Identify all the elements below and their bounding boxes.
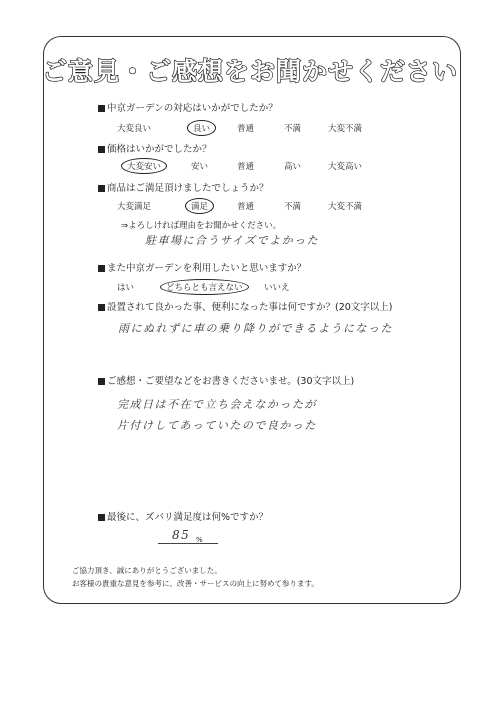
option-q1-4[interactable]: 不満 — [284, 124, 302, 134]
bullet-square-icon — [98, 514, 105, 521]
option-q2-1-selected[interactable]: 大変安い — [121, 158, 167, 174]
bullet-square-icon — [98, 265, 105, 272]
question-benefits: 設置されて良かった事、便利になった事は何ですか？(20文字以上) — [98, 299, 393, 313]
percent-unit: % — [196, 536, 203, 544]
reason-answer-handwritten: 駐車場に合うサイズでよかった — [145, 234, 320, 247]
option-q1-5[interactable]: 大変不満 — [328, 124, 363, 134]
comments-answer-line2: 片付けしてあっていたので良かった — [117, 419, 317, 432]
question-staff-response: 中京ガーデンの対応はいかがでしたか？ — [98, 100, 278, 114]
reason-prompt: ⇒よろしければ理由をお聞かせください。 — [121, 221, 282, 231]
question-product-satisfaction: 商品はご満足頂けましたでしょうか？ — [98, 180, 269, 194]
bullet-square-icon — [98, 304, 105, 311]
option-q2-3[interactable]: 普通 — [237, 162, 255, 172]
option-q3-4[interactable]: 不満 — [284, 202, 302, 212]
option-q2-4[interactable]: 高い — [284, 162, 302, 172]
option-q3-1[interactable]: 大変満足 — [117, 202, 152, 212]
option-q3-5[interactable]: 大変不満 — [328, 202, 363, 212]
option-q2-5[interactable]: 大変高い — [328, 162, 363, 172]
option-q3-3[interactable]: 普通 — [237, 202, 255, 212]
satisfaction-underline — [158, 543, 218, 544]
option-q4-no[interactable]: いいえ — [264, 283, 290, 293]
bullet-square-icon — [98, 378, 105, 385]
option-q3-2-selected[interactable]: 満足 — [185, 198, 214, 214]
option-q1-2-selected[interactable]: 良い — [187, 120, 216, 136]
page-title: ご意見・ご感想をお聞かせください — [41, 57, 458, 86]
question-reuse: また中京ガーデンを利用したいと思いますか？ — [98, 260, 306, 274]
benefits-answer-handwritten: 雨にぬれずに車の乗り降りができるようになった — [118, 322, 393, 335]
bullet-square-icon — [98, 185, 105, 192]
option-q2-2[interactable]: 安い — [191, 162, 209, 172]
question-comments: ご感想・ご要望などをお書きくださいませ。(30文字以上) — [98, 373, 354, 387]
bullet-square-icon — [98, 105, 105, 112]
bullet-square-icon — [98, 146, 105, 153]
question-price: 価格はいかがでしたか？ — [98, 141, 212, 155]
comments-answer-line1: 完成日は不在で立ち会えなかったが — [117, 398, 317, 411]
option-q1-1[interactable]: 大変良い — [117, 124, 152, 134]
footer-thanks: ご協力頂き、誠にありがとうございました。 — [72, 566, 222, 575]
footer-note: お客様の貴重な意見を参考に、改善・サービスの向上に努めて参ります。 — [72, 579, 319, 588]
option-q4-neutral-selected[interactable]: どちらとも言えない — [160, 279, 249, 295]
option-q1-3[interactable]: 普通 — [237, 124, 255, 134]
question-satisfaction-percent: 最後に、ズバリ満足度は何%ですか？ — [98, 509, 268, 523]
satisfaction-value-handwritten: 85 — [172, 528, 191, 542]
option-q4-yes[interactable]: はい — [117, 283, 135, 293]
